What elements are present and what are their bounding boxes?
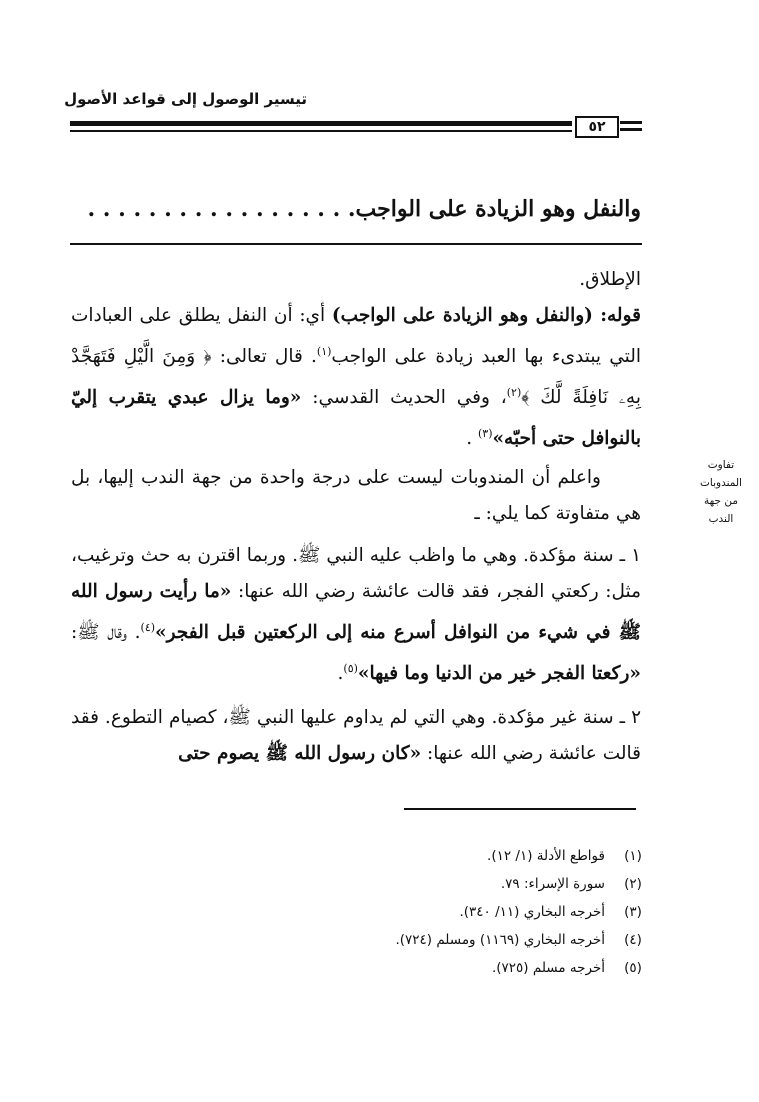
hadith-quote: «ما رأيت رسول الله ﷺ في شيء من النوافل أسرع منه إلى الركعتين قبل الفجر» [71,581,641,644]
margin-note-line: من جهة [704,495,738,507]
footnote-item [87,926,647,954]
header-rule-right-a [620,121,642,124]
text-run: ، وفي الحديث القدسي: [301,387,507,409]
text-run: قوله: [592,305,641,326]
footnote-item [87,870,647,898]
footnote-number: (٤) [624,932,642,948]
body-text-block-1 [71,262,641,457]
footnotes [87,842,647,982]
paragraph-continuation: الإطلاق. [579,269,641,290]
header-rule-thick [70,121,572,126]
footnote-ref-5: (٥) [343,662,358,676]
footnote-number: (٢) [624,876,642,892]
header-rule-right-b [620,128,642,131]
section-heading: والنفل وهو الزيادة على الواجب. . . . . . . . . . . . . . . . . . [87,196,641,222]
body-text-block-2 [71,460,641,532]
footnote-ref-3: (٣) [477,427,493,441]
paragraph-intro: واعلم أن المندوبات ليست على درجة واحدة من جهة الندب إليها، بل هي متفاوتة كما يلي: ـ [71,467,641,524]
margin-note-line: الندب [708,513,734,525]
hadith-quote: «كان رسول الله ﷺ يصوم حتى [178,743,422,764]
section-heading-rule [70,243,642,245]
footnote-ref-4: (٤) [140,621,156,634]
text-run: ١ ـ سنة مؤكدة. وهي ما واظب عليه النبي ﷺ. وربما اقترن به حث وترغيب، مثل: ركعتي الفجر، فقد قالت عائشة رضي الله عنها: [71,545,641,602]
paragraph-definition [71,298,641,457]
footnote-text: قواطع الأدلة (١/ ١٢). [487,848,605,864]
footnote-text: سورة الإسراء: ٧٩. [500,876,605,892]
margin-note [690,456,752,528]
footnote-number: (١) [624,848,642,864]
text-run: . وقال ﷺ: [71,622,141,644]
running-header-title: تيسير الوصول إلى قواعد الأصول [64,90,307,108]
footnote-text: أخرجه البخاري (١١/ ٣٤٠). [459,904,605,920]
footnote-item [87,954,647,982]
body-text-block-3 [71,538,641,692]
hadith-quote: «وما يزال عبدي يتقرب إليّ بالنوافل حتى أحبّه» [71,387,641,450]
footnote-text: أخرجه مسلم (٧٢٥). [491,960,605,976]
text-run: ٢ ـ سنة غير مؤكدة. وهي التي لم يداوم عليها النبي ﷺ، كصيام التطوع. فقد قالت عائشة رضي الله عنها: [71,707,641,764]
margin-note-line: المندوبات [700,477,742,489]
footnote-item [87,898,647,926]
footnote-number: (٣) [624,904,642,920]
quran-verse: . قال تعالى: ﴿ وَمِنَ الَّيْلِ فَتَهَجَّدْ بِهِۦ نَافِلَةً لَّكَ ﴾ [71,346,641,409]
text-run: أي: أن النفل يطلق على العبادات التي يبتدىء بها العبد زيادة على الواجب [71,305,641,368]
footnote-ref-1: (١) [316,345,332,358]
hadith-quote: «ركعتا الفجر خير من الدنيا وما فيها» [357,663,641,685]
page-number: ٥٢ [575,116,619,138]
text-run: . [466,428,478,450]
text-run: . [337,663,344,685]
quoted-phrase: (والنفل وهو الزيادة على الواجب) [331,305,593,326]
footnote-ref-2: (٢) [506,386,522,400]
list-item-sunnah-ghayr-muakkadah [71,700,641,772]
header-rule-thin [70,130,572,132]
footnote-separator [404,808,636,810]
footnote-item [87,842,647,870]
list-item-sunnah-muakkadah [71,538,641,692]
body-text-block-4 [71,700,641,772]
margin-note-line: تفاوت [707,459,735,471]
footnote-text: أخرجه البخاري (١١٦٩) ومسلم (٧٢٤). [395,932,605,948]
footnote-number: (٥) [624,960,642,976]
